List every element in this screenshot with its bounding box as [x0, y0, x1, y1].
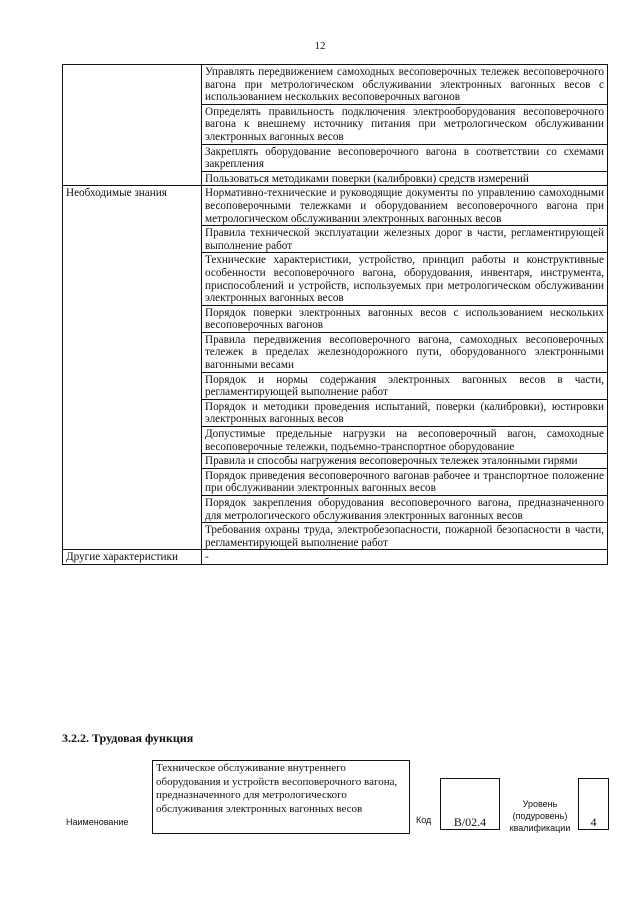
table-cell: Требования охраны труда, электробезопасности, пожарной безопасности в части, регламентирующей выполнение работ — [202, 523, 608, 550]
qualification-level-value-box: 4 — [578, 778, 609, 830]
code-value-box: B/02.4 — [440, 778, 500, 830]
other-characteristics-label: Другие характеристики — [63, 550, 202, 565]
table-row — [63, 550, 608, 565]
table-cell: Порядок поверки электронных вагонных весов с использованием нескольких весоповерочных вагонов — [202, 305, 608, 332]
table-cell: Правила и способы нагружения весоповерочных тележек эталонными гирями — [202, 454, 608, 469]
skills-knowledge-table — [62, 64, 608, 565]
table-cell: Пользоваться методиками поверки (калибровки) средств измерений — [202, 171, 608, 186]
table-row — [63, 65, 608, 105]
table-cell: Технические характеристики, устройство, принцип работы и конструктивные особенности весоповерочного вагона, оборудования, инвентаря, инструмента, приспособлений и устройств, используемых при метрологическом обслуживании электронных вагонных весов — [202, 253, 608, 305]
table-cell: Правила передвижения весоповерочного вагона, самоходных весоповерочных тележек в пределах железнодорожного пути, оборудованного электронными вагонными весами — [202, 332, 608, 372]
table-cell: Правила технической эксплуатации железных дорог в части, регламентирующей выполнение работ — [202, 226, 608, 253]
table-cell: Порядок и нормы содержания электронных вагонных весов в части, регламентирующей выполнение работ — [202, 372, 608, 399]
table-cell: Порядок приведения весоповерочного вагонав рабочее и транспортное положение при обслуживании электронных вагонных весов — [202, 468, 608, 495]
function-name-box: Техническое обслуживание внутреннего оборудования и устройств весоповерочного вагона, предназначенного для метрологического обслуживания электронных вагонных весов — [152, 760, 410, 834]
table-row — [63, 186, 608, 226]
table-cell: Нормативно-технические и руководящие документы по управлению самоходными весоповерочными тележками и оборудованием весоповерочного вагона при метрологическом обслуживании электронных вагонных весов — [202, 186, 608, 226]
page-number: 12 — [314, 40, 326, 52]
table-cell: Закреплять оборудование весоповерочного вагона в соответствии со схемами закрепления — [202, 144, 608, 171]
section-title: 3.2.2. Трудовая функция — [62, 731, 194, 745]
table-cell: Порядок и методики проведения испытаний, поверки (калибровки), юстировки электронных вагонных весов — [202, 399, 608, 426]
table-cell: Определять правильность подключения электрооборудования весоповерочного вагона к внешнему источнику питания при метрологическом обслуживании электронных вагонных весов — [202, 104, 608, 144]
knowledge-label: Необходимые знания — [63, 186, 202, 550]
table-cell: Порядок закрепления оборудования весоповерочного вагона, предназначенного для метрологического обслуживания электронных вагонных весов — [202, 496, 608, 523]
qualification-level-label: Уровень (подуровень) квалификации — [509, 799, 571, 833]
code-label: Код — [416, 815, 432, 825]
table-cell: Допустимые предельные нагрузки на весоповерочный вагон, самоходные весоповерочные тележки, подъемно-транспортное оборудование — [202, 427, 608, 454]
table-cell: Управлять передвижением самоходных весоповерочных тележек весоповерочного вагона при метрологическом обслуживании электронных вагонных весов с использованием нескольких весоповерочных вагонов — [202, 65, 608, 105]
continuation-label-cell — [63, 65, 202, 186]
name-label: Наименование — [66, 817, 129, 827]
other-characteristics-value: - — [202, 550, 608, 565]
